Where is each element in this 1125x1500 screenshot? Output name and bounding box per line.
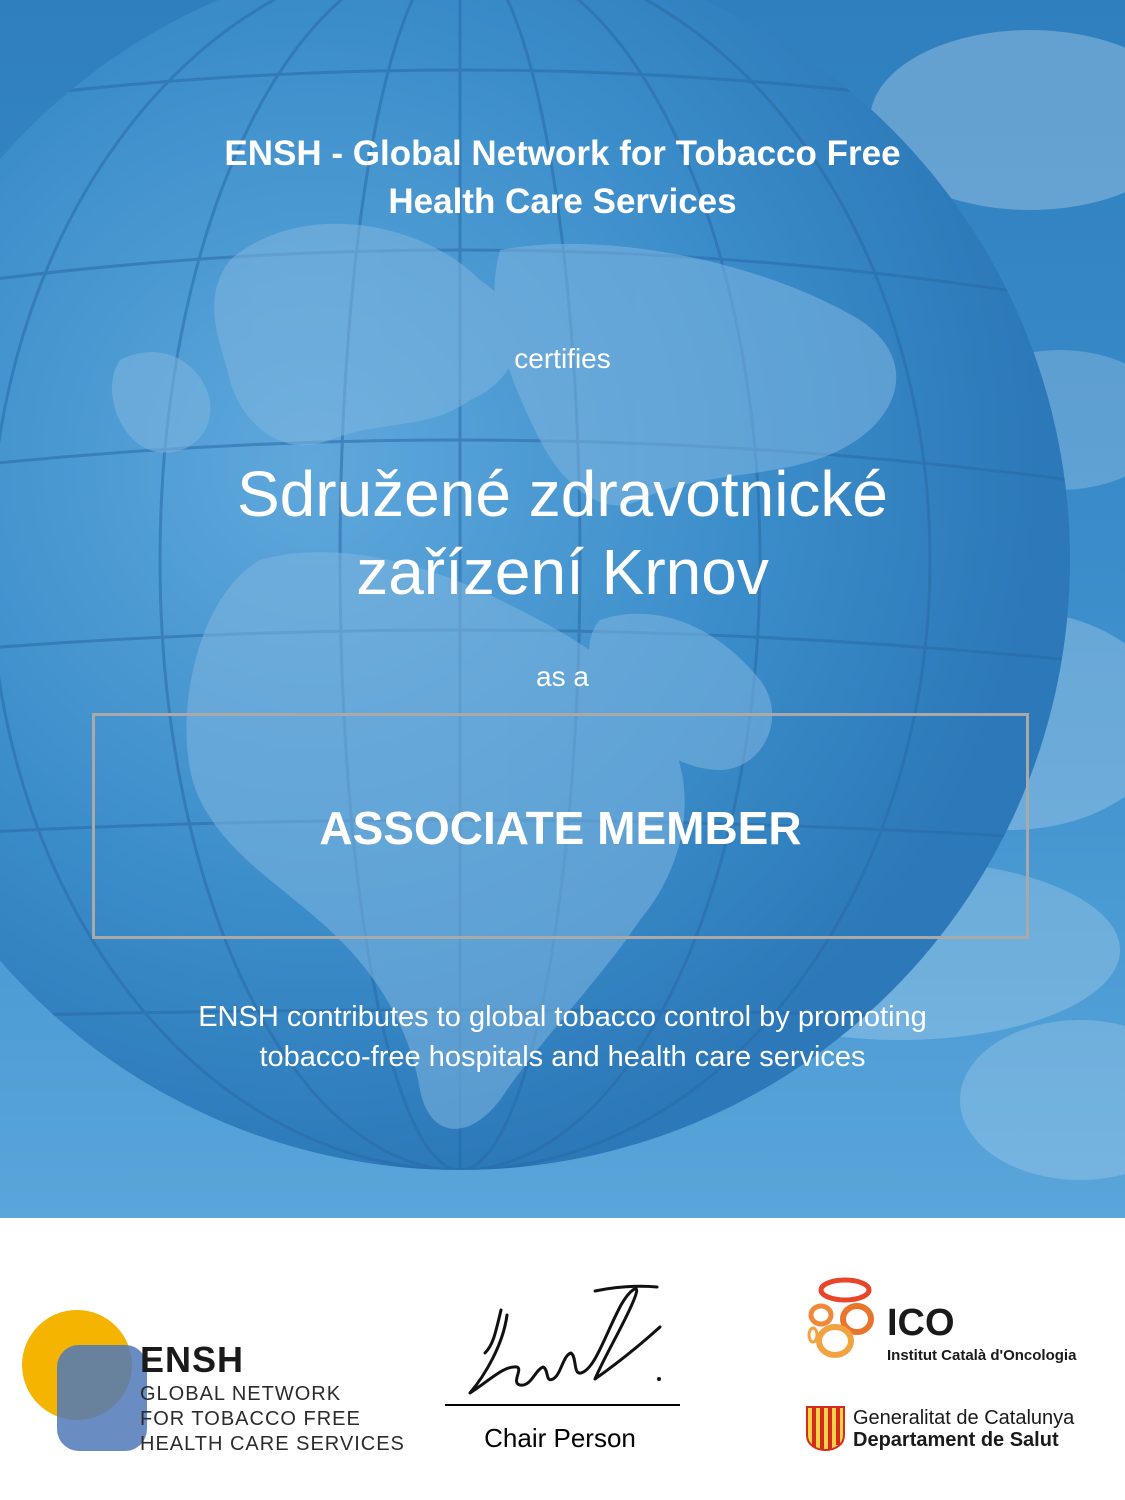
ensh-logo-subtitle [140, 1382, 405, 1457]
ensh-subtitle-line-2: FOR TOBACCO FREE [140, 1408, 361, 1430]
signature-caption: Chair Person [484, 1423, 636, 1453]
mission-line-2: tobacco-free hospitals and health care services [259, 1041, 866, 1073]
signature-icon [445, 1275, 680, 1400]
certifies-text: certifies [514, 343, 611, 374]
ensh-subtitle-line-1: GLOBAL NETWORK [140, 1383, 342, 1405]
ico-rings-icon [805, 1275, 885, 1360]
organization-title [0, 130, 1125, 226]
recipient-name-line-2: zařízení Krnov [356, 536, 769, 608]
ensh-subtitle-line-3: HEALTH CARE SERVICES [140, 1433, 405, 1455]
ico-logo-name: ICO [887, 1302, 955, 1344]
recipient-name [0, 455, 1125, 611]
membership-level: ASSOCIATE MEMBER [319, 802, 802, 854]
generalitat-name: Generalitat de Catalunya [853, 1407, 1075, 1429]
membership-box [92, 713, 1029, 939]
ensh-logo-name: ENSH [140, 1339, 245, 1380]
mission-statement [0, 997, 1125, 1077]
organization-title-line-1: ENSH - Global Network for Tobacco Free [224, 134, 901, 173]
ico-logo-subtitle: Institut Català d'Oncologia [887, 1347, 1077, 1364]
signature-line [445, 1404, 680, 1406]
recipient-name-line-1: Sdružené zdravotnické [236, 458, 889, 530]
as-a-text: as a [536, 661, 589, 692]
generalitat-department: Departament de Salut [853, 1429, 1059, 1451]
organization-title-line-2: Health Care Services [388, 182, 737, 221]
mission-line-1: ENSH contributes to global tobacco control by promoting [198, 1001, 927, 1033]
catalan-flag-emblem-icon [805, 1405, 846, 1452]
